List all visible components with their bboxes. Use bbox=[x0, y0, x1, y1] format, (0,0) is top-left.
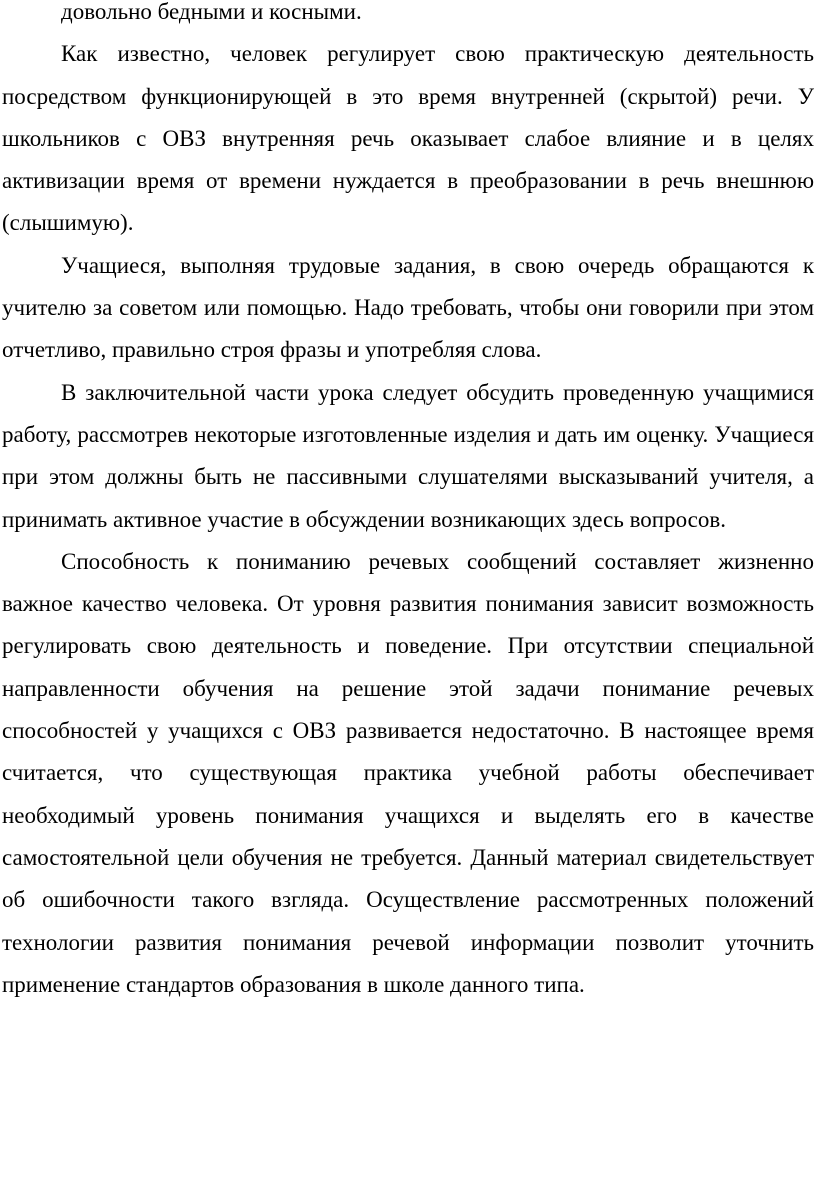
paragraph-inner-speech: Как известно, человек регулирует свою практическую деятельность посредством функционирующей в это время внутренней (скрытой) речи. У школьников с ОВЗ внутренняя речь оказывает слабое влияние и в целях активизации время от времени нуждается в преобразовании в речь внешнюю (слышимую). bbox=[2, 41, 814, 236]
paragraph-speech-understanding: Способность к пониманию речевых сообщений составляет жизненно важное качество человека. От уровня развития понимания зависит возможность регулировать свою деятельность и поведение. При отсутствии специальной направленности обучения на решение этой задачи понимание речевых способностей у учащихся с ОВЗ развивается недостаточно. В настоящее время считается, что существующая практика учебной работы обеспечивает необходимый уровень понимания учащихся и выделять его в качестве самостоятельной цели обучения не требуется. Данный материал свидетельствует об ошибочности такого взгляда. Осуществление рассмотренных положений технологии развития понимания речевой информации позволит уточнить применение стандартов образования в школе данного типа. bbox=[2, 548, 814, 997]
continuation-line: довольно бедными и косными. bbox=[61, 0, 362, 24]
paragraph-labor-tasks: Учащиеся, выполняя трудовые задания, в свою очередь обращаются к учителю за советом или помощью. Надо требовать, чтобы они говорили при этом отчетливо, правильно строя фразы и употребляя слова. bbox=[2, 252, 814, 363]
paragraph-lesson-conclusion: В заключительной части урока следует обсудить проведенную учащимися работу, рассмотрев некоторые изготовленные изделия и дать им оценку. Учащиеся при этом должны быть не пассивными слушателями высказываний учителя, а принимать активное участие в обсуждении возникающих здесь вопросов. bbox=[2, 379, 814, 532]
